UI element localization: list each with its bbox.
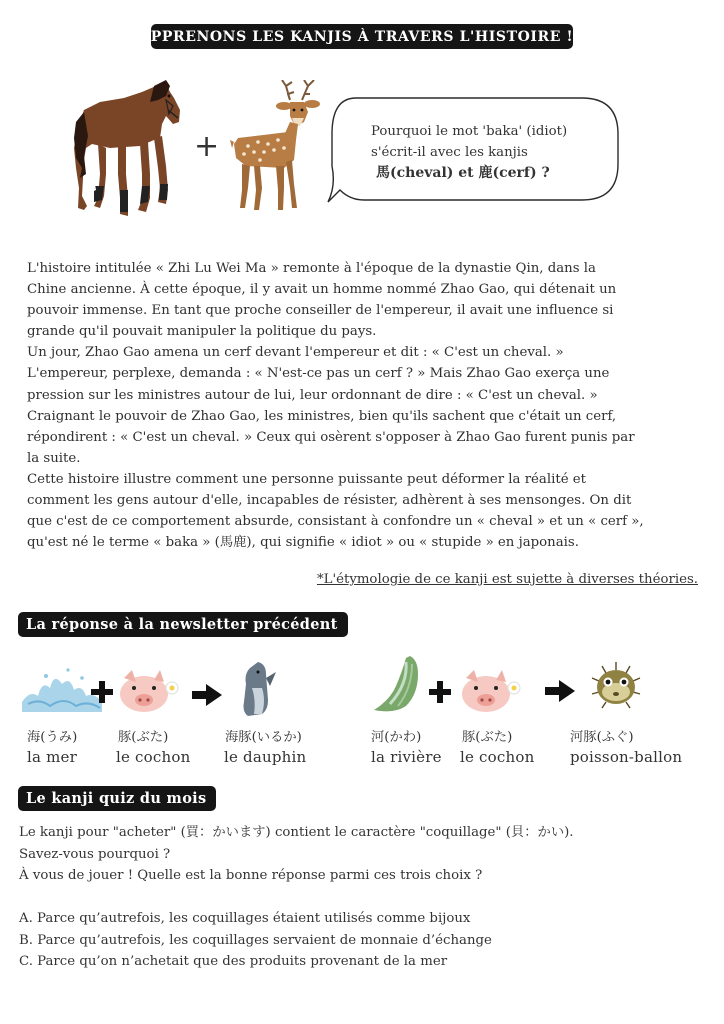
story-line: pouvoir immense. En tant que proche conseiller de l'empereur, il avait une influence si — [27, 303, 614, 319]
story-line: répondirent : « C'est un cheval. » Ceux qui osèrent s'opposer à Zhao Gao furent punis par — [27, 429, 635, 445]
quiz-line: Savez-vous pourquoi ? — [19, 846, 171, 862]
story-line: Cette histoire illustre comment une personne puissante peut déformer la réalité et — [27, 471, 587, 487]
pufferfish-illustration — [588, 660, 644, 714]
answer-kanji-puffer: 河豚(ふぐ) — [570, 730, 634, 745]
quiz-choice-b: B. Parce qu’autrefois, les coquillages servaient de monnaie d’échange — [19, 932, 492, 948]
answer-section-title: La réponse à la newsletter précédent — [18, 612, 348, 637]
deer-illustration — [228, 80, 323, 215]
arrow-icon — [192, 684, 222, 706]
bubble-line: Pourquoi le mot 'baka' (idiot) — [371, 124, 568, 139]
story-line: L'empereur, perplexe, demanda : « N'est-ce pas un cerf ? » Mais Zhao Gao exerça une — [27, 366, 610, 382]
story-line: Craignant le pouvoir de Zhao Gao, les ministres, bien qu'ils sachent que c'était un cerf, — [27, 408, 617, 424]
story-line: Chine ancienne. À cette époque, il y avait un homme nommé Zhao Gao, qui détenait un — [27, 282, 617, 298]
story-line: la suite. — [27, 450, 81, 466]
plus-icon — [428, 680, 452, 704]
answer-kanji-dolphin: 海豚(いるか) — [225, 730, 302, 745]
bubble-line: s'écrit-il avec les kanjis — [371, 145, 528, 160]
horse-illustration — [70, 78, 185, 223]
story-line: qu'est né le terme « baka » (馬鹿), qui signifie « idiot » ou « stupide » en japonais. — [27, 535, 579, 551]
answer-fr-sea: la mer — [27, 748, 77, 766]
quiz-line: Le kanji pour "acheter" (買：かいます) contient le caractère "coquillage" (貝：かい). — [19, 825, 574, 840]
answer-fr-river: la rivière — [371, 748, 442, 766]
pig-illustration — [118, 666, 182, 714]
quiz-text — [19, 822, 574, 973]
answer-kanji-pig: 豚(ぶた) — [118, 730, 169, 745]
quiz-line: À vous de jouer ! Quelle est la bonne réponse parmi ces trois choix ? — [19, 868, 483, 883]
bubble-question: 馬(cheval) et 鹿(cerf) ? — [376, 165, 550, 181]
story-line: L'histoire intitulée « Zhi Lu Wei Ma » remonte à l'époque de la dynastie Qin, dans la — [27, 261, 596, 276]
arrow-icon — [545, 680, 575, 702]
pig-illustration — [460, 666, 524, 714]
quiz-choice-c: C. Parce qu’on n’achetait que des produits provenant de la mer — [19, 954, 448, 969]
plus-icon: + — [194, 129, 220, 164]
story-line: Un jour, Zhao Gao amena un cerf devant l'empereur et dit : « C'est un cheval. » — [27, 345, 564, 361]
answer-kanji-river: 河(かわ) — [371, 730, 422, 745]
answer-kanji-pig-2: 豚(ぶた) — [462, 730, 513, 745]
story-text — [27, 258, 707, 553]
river-illustration — [370, 654, 426, 714]
plus-icon — [90, 680, 114, 704]
answer-fr-pig-2: le cochon — [460, 748, 535, 766]
quiz-choice-a: A. Parce qu’autrefois, les coquillages étaient utilisés comme bijoux — [19, 911, 471, 926]
story-line: pression sur les ministres autour de lui, leur ordonnant de dire : « C'est un cheval. » — [27, 387, 598, 403]
answer-fr-pig: le cochon — [116, 748, 191, 766]
bubble-text — [371, 121, 567, 184]
page-title: PPRENONS LES KANJIS À TRAVERS L'HISTOIRE ! — [151, 24, 573, 49]
etymology-note: *L'étymologie de ce kanji est sujette à diverses théories. — [316, 572, 698, 587]
answer-fr-dolphin: le dauphin — [224, 748, 307, 766]
quiz-section-title: Le kanji quiz du mois — [18, 786, 216, 811]
quiz-spacer — [19, 887, 574, 909]
answer-kanji-sea: 海(うみ) — [27, 730, 78, 745]
story-line: comment les gens autour d'elle, incapables de résister, adhèrent à ses mensonges. On dit — [27, 493, 632, 509]
story-line: grande qu'il pouvait manipuler la politique du pays. — [27, 324, 377, 340]
dolphin-illustration — [228, 660, 280, 718]
answer-fr-puffer: poisson-ballon — [570, 748, 683, 766]
story-line: que c'est de ce comportement absurde, consistant à confondre un « cheval » et un « cerf », — [27, 514, 644, 530]
